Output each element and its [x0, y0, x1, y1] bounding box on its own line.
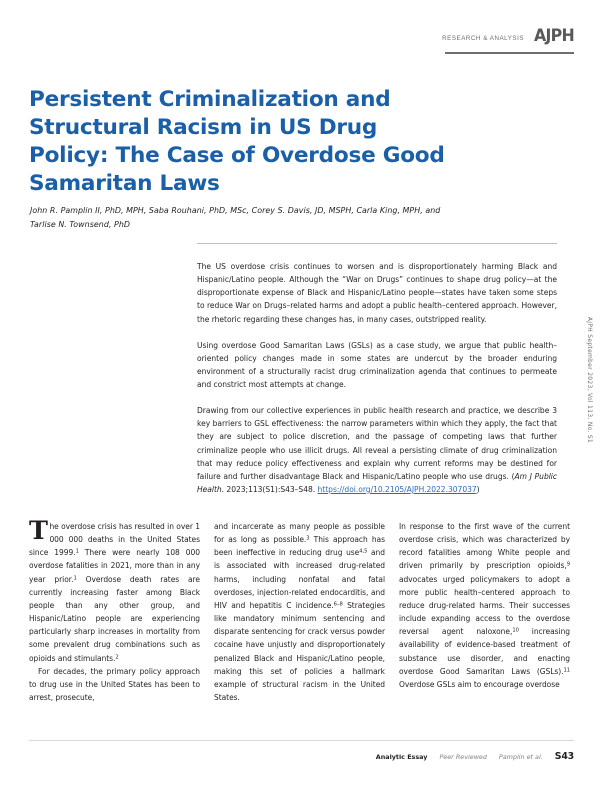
body-p3-text-b: This approach has been ineffective in reducing drug use — [214, 535, 385, 558]
abstract-paragraph-2: Using overdose Good Samaritan Laws (GSLs) as a case study, we argue that public health–oriented policy changes made in some states are undercut by the broader enduring environment of a structurally racist drug criminalization agenda that continues to permeate and constrict most attempts at change. — [197, 340, 557, 389]
footer-page-number: S43 — [554, 751, 574, 762]
body-p4-text-a: In response to the first wave of the current overdose crisis, which was characterized by record fatalities among White people and driven primarily by prescription opioids, — [399, 522, 570, 571]
body-paragraph-1: T he overdose crisis has resulted in over 1 000 000 deaths in the United States since 1999.$^1$ There were nearly 108 000 overdose fatalities in 2021, more than in any year prior.$^1$ Overdose death rates are currently increasing faster among Black people than any other group, and Hispanic/Latino people are experiencing particularly sharp increases in mortality from some prevalent drug combinations such as opioids and stimulants.$^2$ — [29, 516, 200, 663]
abstract-paragraph-1: The US overdose crisis continues to worsen and is disproportionately harming Black and Hispanic/Latino people. Although the “War on Drugs” continues to shape drug policy—at the disproportionate expense of Black and Hispanic/Latino people—states have taken some steps to reduce War on Drugs–related harms and adopt a public health–centered approach. However, the rhetoric regarding these changes has, in many cases, outstripped reality. — [197, 262, 557, 324]
vertical-running-head-text: AJPH September 2023, Vol 113, No. S1 — [586, 316, 593, 444]
page-header — [442, 28, 574, 45]
footer-peer-reviewed: Peer Reviewed — [439, 753, 487, 761]
reference-marker-8[interactable]: 10 — [512, 627, 519, 634]
body-p4-text-d: Overdose GSLs aim to encourage overdose — [399, 679, 560, 689]
body-column-2 — [214, 520, 385, 704]
body-p4-text-b: advocates urged policymakers to adopt a more public health–centered approach to reduce drug-related harms. Their successes include expanding access to the overdose reversal agent naloxone, — [399, 574, 570, 637]
section-kicker: RESEARCH & ANALYSIS — [442, 35, 525, 42]
body-column-1 — [29, 516, 200, 704]
reference-marker-6[interactable]: 6–8 — [333, 601, 343, 608]
page-footer — [376, 751, 574, 762]
reference-marker-5[interactable]: 4,5 — [359, 548, 368, 555]
header-divider — [445, 52, 574, 54]
author-line-2: Tarlise N. Townsend, PhD — [30, 219, 131, 229]
abstract-close-paren: ) — [476, 484, 480, 494]
author-line-1: John R. Pamplin II, PhD, MPH, Saba Rouhani, PhD, MSc, Corey S. Davis, JD, MSPH, Carla King, MPH, and — [30, 206, 441, 215]
abstract-paragraph-3 — [197, 404, 557, 496]
reference-marker-7[interactable]: 9 — [566, 562, 570, 569]
body-p3-text-a: and incarcerate as many people as possible for as long as possible. — [214, 522, 385, 545]
citation-journal-name: Am J Public Health — [197, 471, 557, 494]
reference-marker-4[interactable]: 3 — [306, 535, 310, 542]
body-paragraph-2: For decades, the primary policy approach to drug use in the United States has been to arrest, prosecute, — [29, 666, 200, 703]
article-title: Persistent Criminalization and Structural Racism in US Drug Policy: The Case of Overdose Good Samaritan Laws — [29, 87, 445, 196]
body-p4-text-c: increasing availability of evidence-based treatment of substance use disorder, and enacting overdose Good Samaritan Laws (GSLs). — [399, 627, 570, 676]
reference-marker-2[interactable]: 1 — [73, 575, 77, 582]
ajph-logo: AJPH — [534, 26, 574, 46]
body-p3-text-c: and is associated with increased drug-related harms, including nonfatal and fatal overdoses, injection-related endocarditis, and HIV and hepatitis C incidence. — [214, 548, 385, 610]
reference-marker-9[interactable]: 11 — [563, 667, 570, 674]
abstract-top-divider — [197, 243, 557, 244]
vertical-running-head — [582, 260, 596, 500]
reference-marker-1[interactable]: 1 — [75, 548, 79, 555]
body-p1-text-a: he overdose crisis has resulted in over 1 000 000 deaths in the United States since 1999. — [29, 522, 200, 558]
body-column-3 — [399, 520, 570, 704]
body-paragraph-3 — [214, 520, 385, 704]
doi-link[interactable]: https://doi.org/ — [317, 484, 374, 494]
doi-link-continued[interactable]: 10.2105/AJPH.2022.307037 — [373, 484, 477, 494]
body-p3-text-d: Strategies like mandatory minimum sentencing and disparate sentencing for crack versus powder cocaine have unjustly and disproportionately penalized Black and Hispanic/Latino people, making this set of policies a hallmark example of structural racism in the United States. — [214, 600, 385, 703]
body-p1-text-c: Overdose death rates are currently increasing faster among Black people than any other group, and Hispanic/Latino people are experiencing particularly sharp increases in mortality from some prevalent drug combinations such as opioids and stimulants. — [29, 574, 200, 663]
citation-volume-pages: . 2023;113(S1):S43–S48. — [221, 484, 318, 494]
reference-marker-3[interactable]: 2 — [115, 654, 119, 661]
author-list — [30, 204, 460, 232]
body-p1-text-b: There were nearly 108 000 overdose fatalities in 2021, more than in any year prior. — [29, 548, 200, 584]
footer-divider — [29, 740, 574, 741]
abstract-paragraph-3-text: Drawing from our collective experiences in public health research and practice, we describe 3 key barriers to GSL effectiveness: the narrow parameters within which they apply, the fact that they are subject to police discretion, and the passage of competing laws that further criminalize people who use illicit drugs. All reveal a persisting climate of drug criminalization that may reduce policy effectiveness and explain why current reforms may be destined for failure and further disadvantage Black and Hispanic/Latino people who use drugs. ( — [197, 406, 557, 481]
body-paragraph-4 — [399, 520, 570, 691]
footer-authors-short: Pamplin et al. — [498, 753, 543, 761]
body-columns — [29, 516, 571, 704]
abstract-block — [197, 243, 557, 496]
footer-essay-type: Analytic Essay — [375, 753, 428, 761]
